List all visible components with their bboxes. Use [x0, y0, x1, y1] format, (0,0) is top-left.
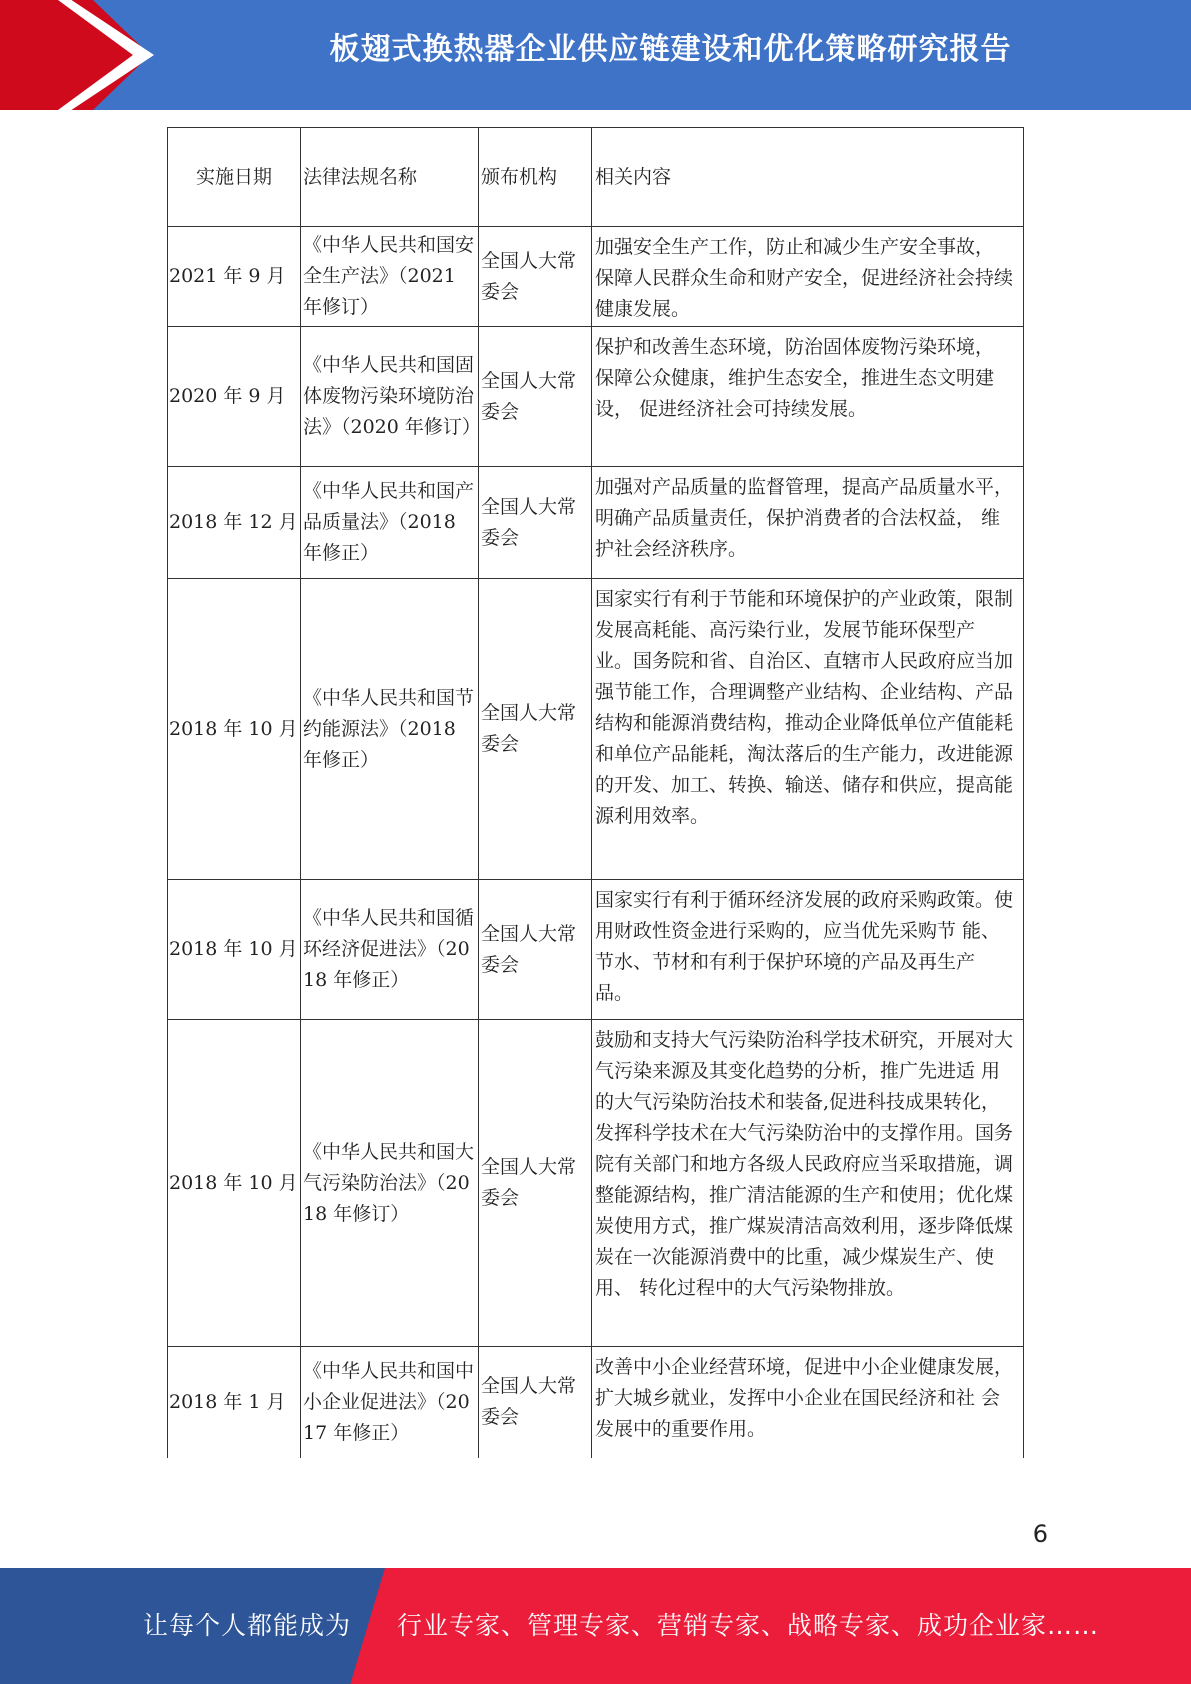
- footer-slogan-right: 行业专家、管理专家、营销专家、战略专家、成功企业家……: [397, 1611, 1100, 1640]
- table-row: [168, 579, 1024, 880]
- row-content: 保护和改善生态环境，防治固体废物污染环境， 保障公众健康，维护生态安全，推进生态文明建设， 促进经济社会可持续发展。: [592, 327, 1024, 467]
- page-header: [0, 0, 1191, 110]
- row-agency: 全国人大常委会: [479, 579, 592, 880]
- row-agency: 全国人大常委会: [479, 880, 592, 1020]
- row-content: 鼓励和支持大气污染防治科学技术研究，开展对大气污染来源及其变化趋势的分析，推广先进适 用的大气污染防治技术和装备,促进科技成果转化， 发挥科学技术在大气污染防治中的支撑作用。国务 院有关部门和地方各级人民政府应当采取措施，调 整能源结构，推广清洁能源的生产和使用；优化煤 炭使用方式，推广煤炭清洁高效利用，逐步降低煤 炭在一次能源消费中的比重，减少煤炭生产、使用、 转化过程中的大气污染物排放。: [592, 1020, 1024, 1347]
- table-row: [168, 467, 1024, 579]
- table-row: [168, 1020, 1024, 1347]
- row-content: 国家实行有利于循环经济发展的政府采购政策。使用财政性资金进行采购的，应当优先采购节 能、节水、节材和有利于保护环境的产品及再生产 品。: [592, 880, 1024, 1020]
- table-row: [168, 227, 1024, 327]
- row-law-name: 《中华人民共和国循环经济促进法》（2018 年修正）: [301, 880, 479, 1020]
- row-date: 2018 年 10 月: [168, 1020, 301, 1347]
- table-row: [168, 1347, 1024, 1458]
- row-content: 国家实行有利于节能和环境保护的产业政策，限制发展高耗能、高污染行业，发展节能环保型产 业。国务院和省、自治区、直辖市人民政府应当加 强节能工作，合理调整产业结构、企业结构、产品 结构和能源消费结构，推动企业降低单位产值能耗 和单位产品能耗，淘汰落后的生产能力，改进能源 的开发、加工、转换、输送、储存和供应，提高能源利用效率。: [592, 579, 1024, 880]
- row-law-name: 《中华人民共和国节约能源法》（2018 年修正）: [301, 579, 479, 880]
- row-law-name: 《中华人民共和国产品质量法》（2018 年修正）: [301, 467, 479, 579]
- row-date: 2018 年 1 月: [168, 1347, 301, 1458]
- row-law-name: 《中华人民共和国大气污染防治法》（2018 年修订）: [301, 1020, 479, 1347]
- page-number: 6: [1032, 1520, 1048, 1548]
- header-content: 相关内容: [592, 128, 1024, 227]
- table-row: [168, 880, 1024, 1020]
- row-content: 加强对产品质量的监督管理，提高产品质量水平，明确产品质量责任，保护消费者的合法权益， 维护社会经济秩序。: [592, 467, 1024, 579]
- row-date: 2018 年 10 月: [168, 880, 301, 1020]
- table-row: [168, 327, 1024, 467]
- header-law-name: 法律法规名称: [301, 128, 479, 227]
- page-footer: [0, 1568, 1191, 1684]
- row-law-name: 《中华人民共和国中小企业促进法》（2017 年修正）: [301, 1347, 479, 1458]
- row-agency: 全国人大常委会: [479, 327, 592, 467]
- row-agency: 全国人大常委会: [479, 1347, 592, 1458]
- row-agency: 全国人大常委会: [479, 227, 592, 327]
- row-date: 2020 年 9 月: [168, 327, 301, 467]
- row-law-name: 《中华人民共和国安全生产法》（2021 年修订）: [301, 227, 479, 327]
- row-agency: 全国人大常委会: [479, 1020, 592, 1347]
- row-date: 2018 年 10 月: [168, 579, 301, 880]
- row-content: 改善中小企业经营环境，促进中小企业健康发展，扩大城乡就业，发挥中小企业在国民经济和社 会发展中的重要作用。: [592, 1347, 1024, 1458]
- table-header-row: [168, 128, 1024, 227]
- row-content: 加强安全生产工作，防止和减少生产安全事故， 保障人民群众生命和财产安全，促进经济社会持续 健康发展。: [592, 227, 1024, 327]
- report-title: 板翅式换热器企业供应链建设和优化策略研究报告: [329, 32, 1012, 67]
- header-date: 实施日期: [168, 128, 301, 227]
- row-agency: 全国人大常委会: [479, 467, 592, 579]
- row-date: 2021 年 9 月: [168, 227, 301, 327]
- header-agency: 颁布机构: [479, 128, 592, 227]
- footer-slogan-left: 让每个人都能成为: [143, 1611, 352, 1640]
- row-date: 2018 年 12 月: [168, 467, 301, 579]
- header-red-chevron-block: [0, 0, 150, 110]
- laws-table: [167, 127, 1024, 1458]
- row-law-name: 《中华人民共和国固体废物污染环境防治法》（2020 年修订）: [301, 327, 479, 467]
